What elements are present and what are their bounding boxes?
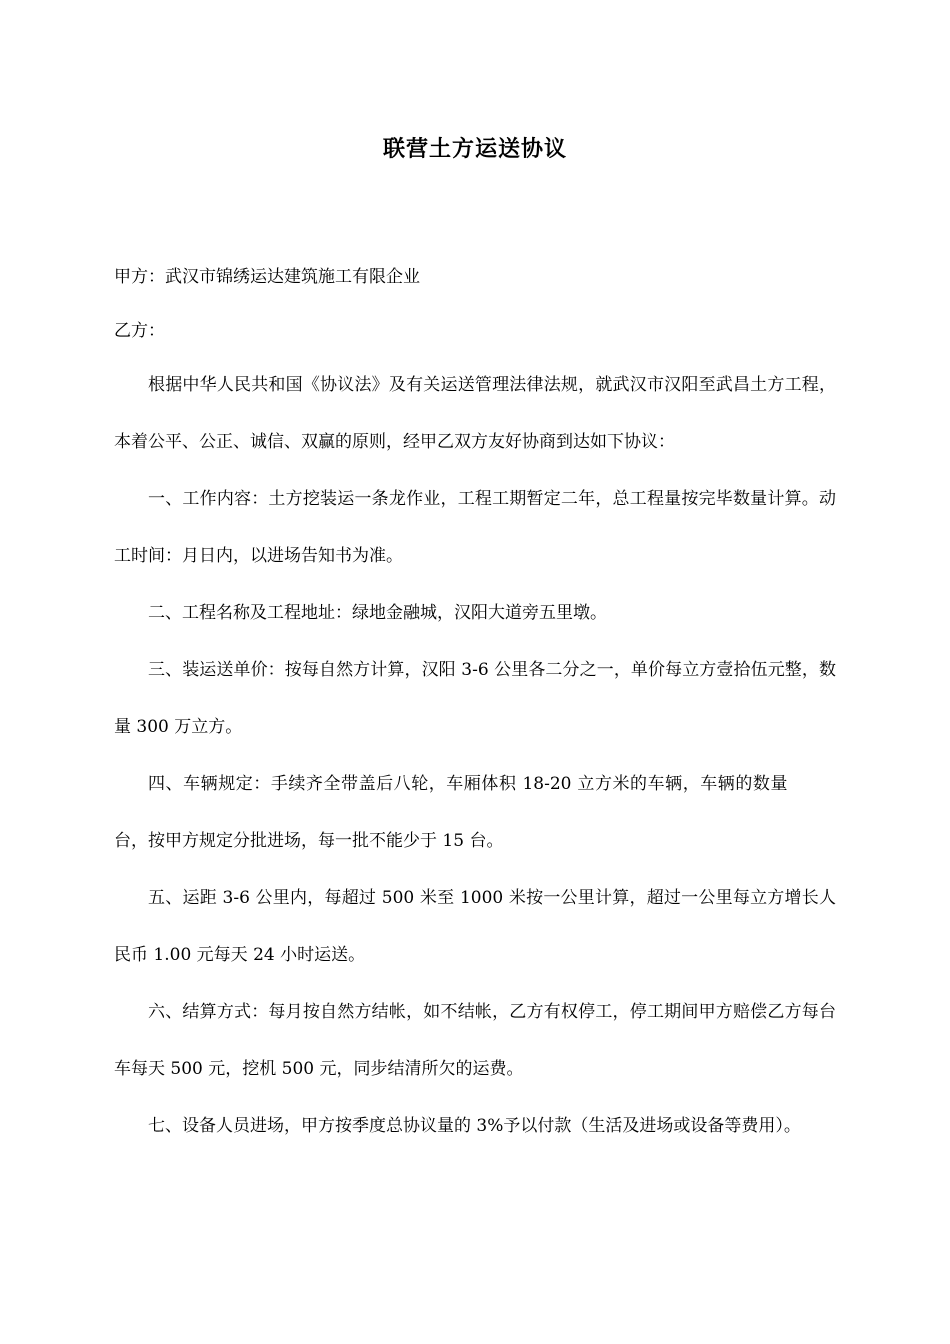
document-body <box>114 357 836 1155</box>
clause-7: 七、设备人员进场，甲方按季度总协议量的 3%予以付款（生活及进场或设备等费用）。 <box>148 1116 801 1136</box>
clause-1: 一、工作内容：土方挖装运一条龙作业，工程工期暂定二年，总工程量按完毕数量计算。动工时间：月日内，以进场告知书为准。 <box>114 489 836 566</box>
intro-paragraph: 根据中华人民共和国《协议法》及有关运送管理法律法规，就武汉市汉阳至武昌土方工程，本着公平、公正、诚信、双赢的原则，经甲乙双方友好协商到达如下协议： <box>114 375 836 452</box>
clause-4-part-1: 四、车辆规定：手续齐全带盖后八轮，车厢体积 18-20 立方米的车辆，车辆的数量 <box>148 774 788 794</box>
document-title: 联营土方运送协议 <box>382 136 567 162</box>
clause-4 <box>114 756 836 870</box>
party-b: 乙方： <box>114 321 165 341</box>
clause-3: 三、装运送单价：按每自然方计算，汉阳 3-6 公里各二分之一，单价每立方壹拾伍元整，数量 300 万立方。 <box>114 660 836 737</box>
clause-2: 二、工程名称及工程地址：绿地金融城，汉阳大道旁五里墩。 <box>148 603 607 623</box>
clause-5: 五、运距 3-6 公里内，每超过 500 米至 1000 米按一公里计算，超过一公里每立方增长人民币 1.00 元每天 24 小时运送。 <box>114 888 836 965</box>
party-a: 甲方：武汉市锦绣运达建筑施工有限企业 <box>114 267 420 287</box>
clause-6: 六、结算方式：每月按自然方结帐，如不结帐，乙方有权停工，停工期间甲方赔偿乙方每台车每天 500 元，挖机 500 元，同步结清所欠的运费。 <box>114 1002 836 1079</box>
clause-4-part-2: 台，按甲方规定分批进场，每一批不能少于 15 台。 <box>114 831 504 851</box>
